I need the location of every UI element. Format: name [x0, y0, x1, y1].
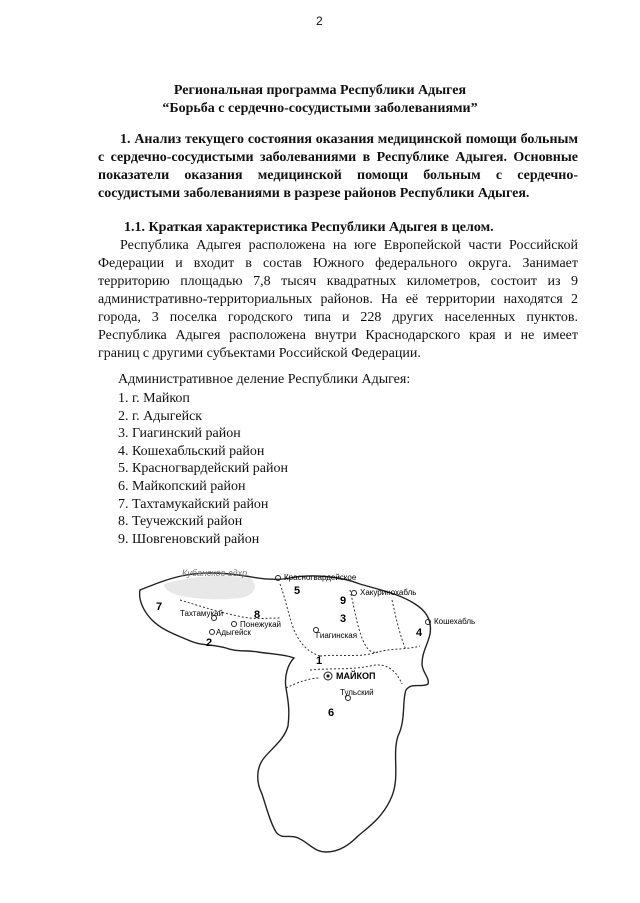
district-number: 8 — [254, 609, 261, 621]
section-1-heading: 1. Анализ текущего состояния оказания медицинской помощи больным с сердечно-сосудистыми заболеваниями в Республике Адыгея. Основные показатели оказания медицинской помощи больным с сердечно-сосудистыми заболеваниями в разрезе районов Республики Адыгея. — [98, 132, 578, 201]
district-number: 7 — [156, 601, 163, 613]
document-title-line2: “Борьба с сердечно-сосудистыми заболеваниями” — [162, 101, 478, 116]
town-label: Хакуринохабль — [360, 588, 417, 597]
list-item: 4. Кошехабльский район — [118, 443, 265, 459]
overview-paragraph: Республика Адыгея расположена на юге Европейской части Российской Федерации и входит в состав Южного федерального округа. Занимает территорию площадью 7,8 тысяч квадратных километров, состоит из 9 административно-территориальных районов. На её территории находятся 2 города, 3 поселка городского типа и 228 других населенных пунктов. Республика Адыгея расположена внутри Краснодарского края и не имеет границ с другими субъектами Российской Федерации. — [98, 238, 578, 361]
district-number: 4 — [416, 627, 423, 639]
town-label: Красногвардейское — [284, 573, 357, 582]
subsection-1-1-heading: 1.1. Краткая характеристика Республики Адыгея в целом. — [124, 220, 494, 235]
district-number: 6 — [328, 707, 335, 719]
district-number: 5 — [294, 585, 301, 597]
town-label: Адыгейск — [216, 628, 251, 637]
list-item: 6. Майкопский район — [118, 478, 246, 494]
list-item: 5. Красногвардейский район — [118, 461, 288, 477]
district-number: 3 — [340, 613, 347, 625]
list-item: 8. Теучежский район — [118, 514, 243, 530]
list-item: 3. Гиагинский район — [118, 426, 241, 442]
town-label: Понежукай — [240, 620, 282, 629]
district-number: 2 — [206, 637, 213, 649]
admin-division-heading: Административное деление Республики Адыгея: — [118, 372, 411, 387]
admin-division-list — [118, 390, 288, 548]
town-label: Тульский — [340, 688, 374, 697]
town-label: Кошехабль — [434, 617, 476, 626]
list-item: 1. г. Майкоп — [118, 391, 190, 406]
list-item: 7. Тахтамукайский район — [118, 496, 269, 512]
district-number: 9 — [340, 595, 347, 607]
town-label: МАЙКОП — [336, 671, 376, 681]
reservoir-label: Кубанское вдхр. — [182, 568, 250, 578]
town-label: Тахтамукай — [180, 609, 224, 618]
adygea-district-map — [130, 560, 490, 860]
page-number: 2 — [316, 14, 323, 28]
list-item: 2. г. Адыгейск — [118, 408, 203, 424]
town-label: Гиагинская — [316, 631, 358, 640]
district-number: 1 — [316, 655, 323, 667]
list-item: 9. Шовгеновский район — [118, 531, 260, 547]
document-title-line1: Региональная программа Республики Адыгея — [173, 83, 467, 98]
